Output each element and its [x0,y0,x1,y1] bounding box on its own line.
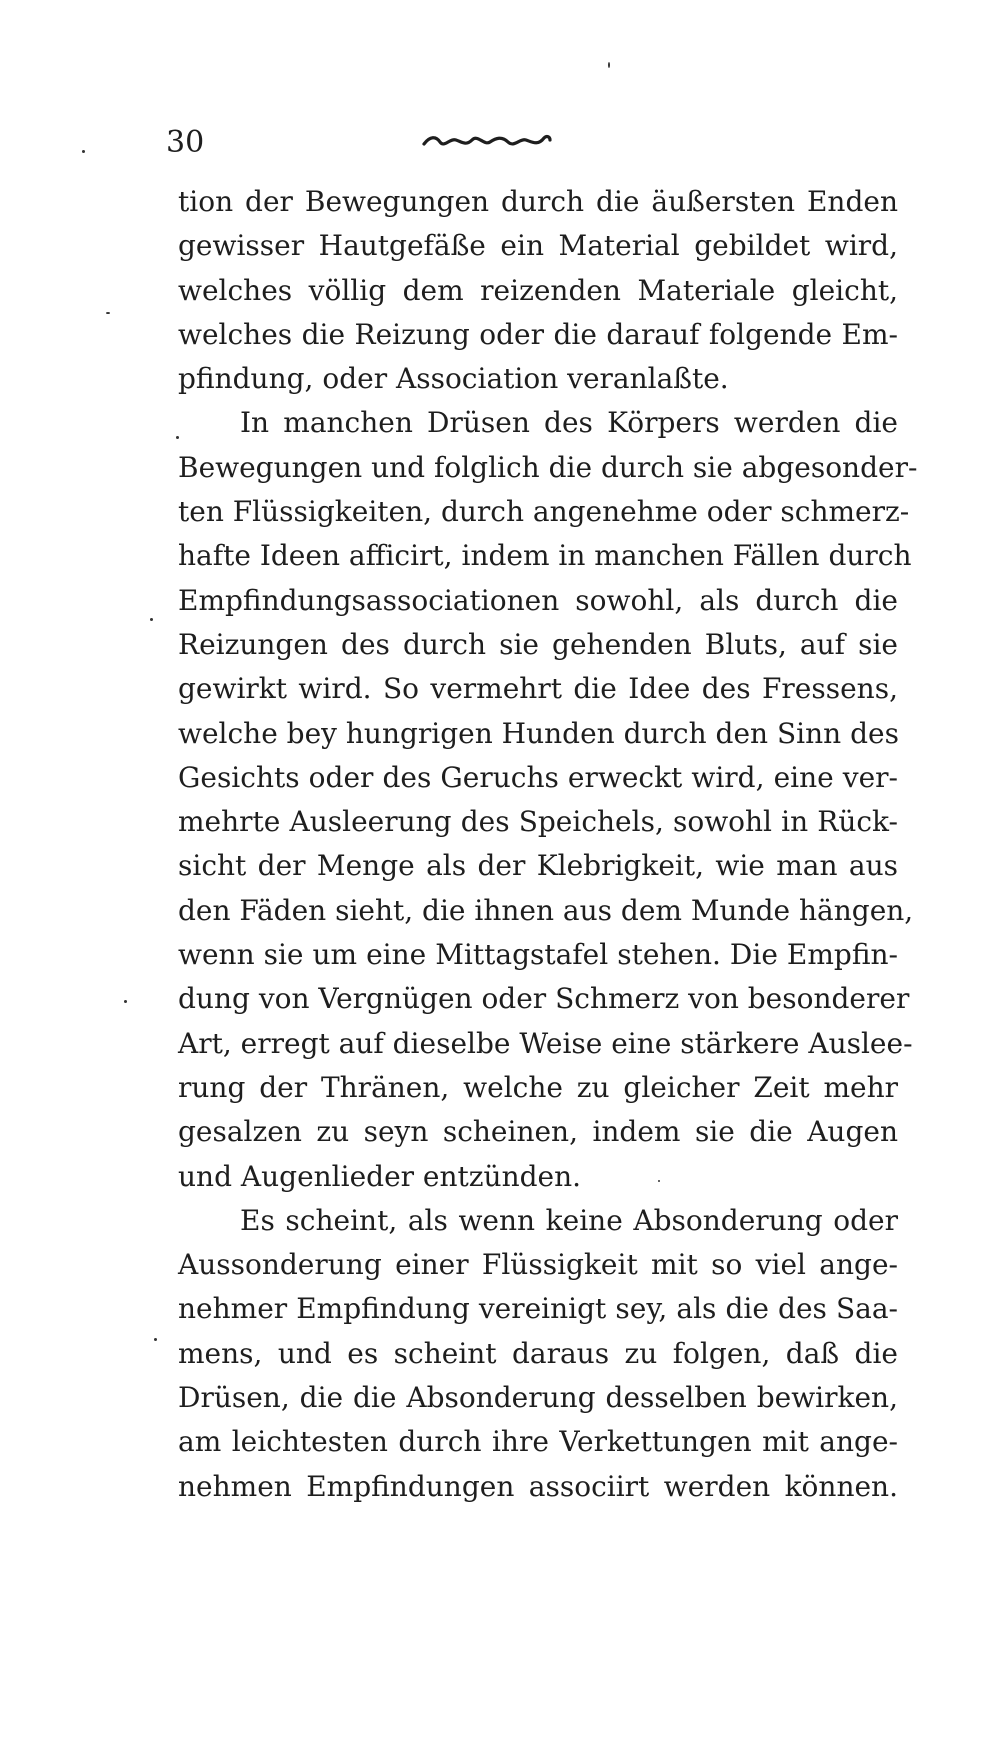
text-line: mens, und es scheint daraus zu folgen, daß die [178,1336,898,1370]
scan-speck [608,62,610,68]
text-line: Reizungen des durch sie gehenden Bluts, auf sie [178,627,898,661]
text-line: ten Flüssigkeiten, durch angenehme oder schmerz- [178,495,910,529]
text-line: und Augenlieder entzünden. [178,1159,582,1193]
scan-speck [658,1180,660,1182]
text-line: tion der Bewegungen durch die äußersten Enden [178,185,898,218]
text-line: Gesichts oder des Geruchs erweckt wird, eine ver- [178,760,898,794]
decorative-rule-ornament-icon [422,132,552,152]
text-line: gewirkt wird. So vermehrt die Idee des Fressens, [178,672,898,706]
text-line: nehmer Empfindung vereinigt sey, als die des Saa- [178,1292,898,1326]
text-line: Drüsen, die die Absonderung desselben bewirken, [178,1381,898,1415]
text-line: rung der Thränen, welche zu gleicher Zeit mehr [178,1070,898,1104]
scan-speck [176,436,179,439]
scan-speck [154,1338,157,1341]
text-line: Bewegungen und folglich die durch sie abgesonder- [178,450,918,484]
text-line: gewisser Hautgefäße ein Material gebildet wird, [178,229,898,263]
paragraph-1 [178,180,898,401]
paragraph-2 [178,401,918,1198]
scan-speck [82,150,85,153]
text-line: wenn sie um eine Mittagstafel stehen. Die Empfin- [178,938,898,972]
text-line: In manchen Drüsen des Körpers werden die [240,406,898,440]
page-header [166,126,896,166]
text-line: nehmen Empfindungen associirt werden können. [178,1469,898,1503]
scan-speck [150,618,153,621]
text-line: welches die Reizung oder die darauf folgende Em- [178,317,898,351]
text-line: gesalzen zu seyn scheinen, indem sie die Augen [178,1115,898,1149]
text-line: pfindung, oder Association veranlaßte. [178,362,729,396]
text-line: Art, erregt auf dieselbe Weise eine stärkere Auslee- [178,1026,913,1060]
text-line: welche bey hungrigen Hunden durch den Sinn des [178,716,899,750]
scan-speck [106,312,110,314]
text-line: den Fäden sieht, die ihnen aus dem Munde hängen, [178,893,914,927]
page-number: 30 [166,125,205,160]
text-line: dung von Vergnügen oder Schmerz von besonderer [178,982,910,1016]
paragraph-3 [178,1199,898,1509]
text-line: Empfindungsassociationen sowohl, als durch die [178,583,898,617]
text-line: welches völlig dem reizenden Materiale gleicht, [178,273,898,307]
scan-speck [124,1000,127,1003]
text-line: Es scheint, als wenn keine Absonderung oder [240,1203,898,1237]
text-body [178,180,918,1509]
text-line: sicht der Menge als der Klebrigkeit, wie man aus [178,849,898,883]
text-line: mehrte Ausleerung des Speichels, sowohl in Rück- [178,805,898,839]
text-line: am leichtesten durch ihre Verkettungen mit ange- [178,1425,898,1459]
text-line: Aussonderung einer Flüssigkeit mit so viel ange- [178,1248,898,1282]
text-line: hafte Ideen afficirt, indem in manchen Fällen durch [178,539,912,573]
